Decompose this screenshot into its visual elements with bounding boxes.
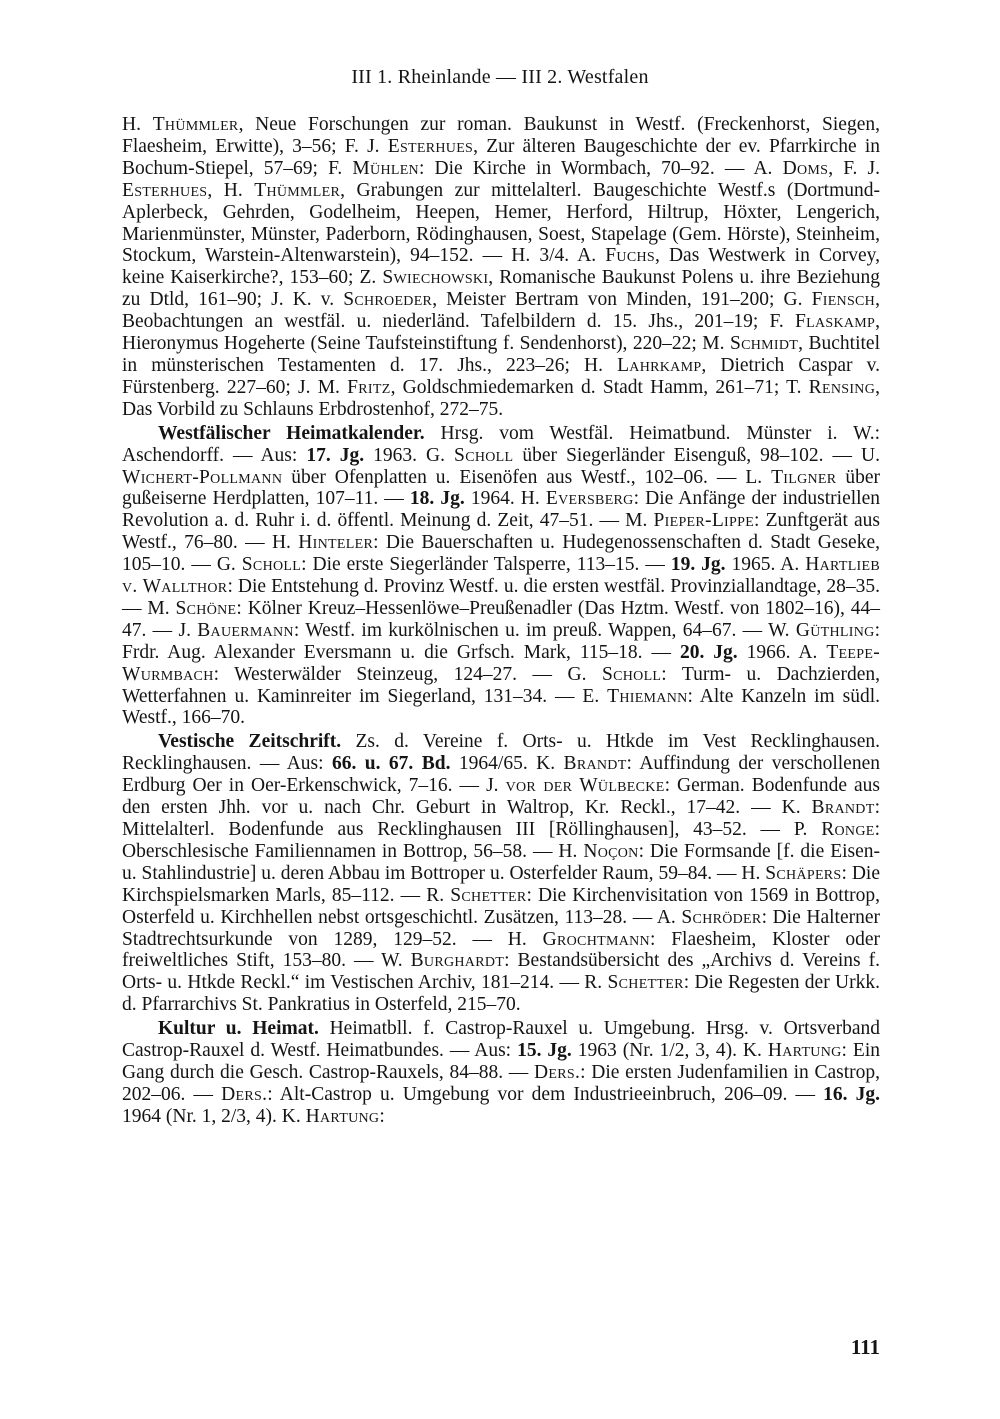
- journal-title: 19. Jg.: [670, 554, 726, 576]
- author-name: Ders.: [221, 1083, 268, 1105]
- entry-text: : Flaesheim, Kloster oder freiweltliches Stift, 153–80. — W.: [122, 928, 880, 972]
- entry-text: : Alt-Castrop u. Umgebung vor dem Industrieeinbruch, 206–09. —: [267, 1083, 824, 1105]
- entry-text: : Die Kirche in Wormbach, 70–92. — A.: [418, 157, 783, 179]
- entry-text: : Die Regesten der Urkk. d. Pfarrarchivs St. Pankratius in Osterfeld, 215–70.: [122, 972, 880, 1016]
- entry-text: : Auffindung der verschollenen Erdburg Oer in Oer-Erkenschwick, 7–16. — J.: [122, 753, 880, 797]
- bibliography-entry: [122, 731, 880, 1016]
- author-name: Fiensch: [811, 289, 876, 311]
- entry-text: , H.: [207, 179, 255, 201]
- author-name: Lahrkamp: [617, 354, 702, 376]
- author-name: Burghardt: [410, 950, 505, 972]
- author-name: Esterhues: [122, 179, 208, 201]
- page-number: 111: [850, 1335, 880, 1359]
- author-name: Ronge: [821, 819, 875, 840]
- entry-text: : Bestandsübersicht des „Archivs d. Vereins f. Orts- u. Htkde Reckl.“ im Vestischen Archiv, 181–214. — R.: [122, 950, 880, 994]
- entry-text: , Das Vorbild zu Schlauns Erbdrostenhof, 272–75.: [122, 376, 880, 420]
- author-name: Schröder: [681, 906, 762, 928]
- entry-text: , Zur älteren Baugeschichte der ev. Pfarrkirche in Bochum-Stiepel, 57–69; F.: [122, 135, 880, 179]
- entry-text: : Die Bauerschaften u. Hudegenossenschaften d. Stadt Geseke, 105–10. — G.: [122, 532, 880, 576]
- author-name: Eversberg: [545, 488, 634, 510]
- author-name: Schäpers: [765, 862, 842, 884]
- entry-text: : Die Entstehung d. Provinz Westf. u. die ersten westfäl. Provinziallandtage, 28–35. — M.: [122, 576, 880, 619]
- author-name: Hinteler: [298, 532, 374, 554]
- entry-text: : Ein Gang durch die Gesch. Castrop-Rauxels, 84–88. —: [122, 1040, 881, 1083]
- author-name: Hartlieb v. Wallthor: [122, 554, 880, 598]
- entry-text: , Beobachtungen an westfäl. u. niederländ. Tafelbildern d. 15. Jhs., 201–19; F.: [122, 289, 880, 333]
- author-name: Güthling: [795, 619, 875, 641]
- author-name: Grochtmann: [542, 928, 650, 950]
- journal-title: Westfälischer Heimatkalender.: [158, 422, 425, 444]
- running-head: III 1. Rheinlande — III 2. Westfalen: [351, 66, 649, 88]
- author-name: Esterhues: [387, 135, 474, 157]
- entry-text: : Oberschlesische Familiennamen in Bottrop, 56–58. — H.: [122, 819, 880, 862]
- author-name: Thiemann: [607, 685, 688, 707]
- entry-text: : Westerwälder Steinzeug, 124–27. — G.: [213, 663, 602, 685]
- entry-text: : Die Kirchenvisitation von 1569 in Bottrop, Osterfeld u. Kirchhellen nebst ortsgeschichtl. Zusätzen, 113–28. — A.: [122, 884, 880, 928]
- author-name: Tilgner: [771, 466, 837, 488]
- author-name: Pieper-Lippe: [653, 510, 755, 532]
- bibliography-entry: [122, 423, 880, 730]
- entry-text: : Alte Kanzeln im südl. Westf., 166–70.: [122, 685, 880, 729]
- author-name: Rensing: [808, 376, 876, 398]
- entry-text: : Westf. im kurkölnischen u. im preuß. Wappen, 64–67. — W.: [293, 619, 796, 641]
- entry-text: 1965. A.: [725, 554, 806, 576]
- author-name: Scholl: [241, 554, 302, 576]
- journal-title: Kultur u. Heimat.: [158, 1018, 319, 1040]
- journal-title: Vestische Zeitschrift.: [158, 731, 342, 753]
- entry-text: : Mittelalterl. Bodenfunde aus Recklinghausen III [Röllinghausen], 43–52. — P.: [122, 797, 880, 840]
- author-name: Noçon: [583, 840, 639, 862]
- entry-text: H.: [122, 114, 153, 135]
- author-name: Brandt: [563, 753, 627, 775]
- entry-text: 1963 (Nr. 1/2, 3, 4). K.: [571, 1040, 768, 1062]
- entry-text: Zs. d. Vereine f. Orts- u. Htkde im Vest Recklinghausen. Recklinghausen. — Aus:: [122, 731, 880, 775]
- entry-text: :: [379, 1105, 385, 1127]
- author-name: Wichert-Pollmann: [122, 466, 283, 488]
- author-name: Scholl: [454, 444, 514, 466]
- entry-text: , Hieronymus Hogeherte (Seine Taufsteinstiftung f. Sendenhorst), 220–22; M.: [122, 311, 880, 355]
- author-name: Schmidt: [729, 333, 799, 355]
- entry-text: , Buchtitel in münsterischen Testamenten d. 17. Jhs., 223–26; H.: [122, 333, 880, 376]
- author-name: Swiechowski: [382, 267, 489, 289]
- entry-text: über gußeiserne Herdplatten, 107–11. —: [122, 466, 881, 510]
- author-name: Fuchs: [605, 245, 655, 267]
- journal-title: 16. Jg.: [823, 1083, 880, 1105]
- entry-text: : Zunftgerät aus Westf., 76–80. — H.: [122, 510, 881, 554]
- author-name: Schetter: [450, 884, 527, 906]
- entry-text: : Turm- u. Dachzierden, Wetterfahnen u. Kaminreiter im Siegerland, 131–34. — E.: [122, 663, 880, 707]
- bibliography-body: [122, 114, 880, 1128]
- entry-text: , F. J.: [828, 157, 881, 179]
- entry-text: , Dietrich Caspar v. Fürstenberg. 227–60; J. M.: [122, 354, 880, 398]
- journal-title: 20. Jg.: [679, 641, 738, 663]
- entry-text: : Frdr. Aug. Alexander Eversmann u. die Grfsch. Mark, 115–18. —: [122, 619, 880, 663]
- author-name: Flaskamp: [794, 311, 876, 333]
- entry-text: über Ofenplatten u. Eisenöfen aus Westf., 102–06. — L.: [282, 466, 772, 488]
- entry-text: 1964. H.: [464, 488, 546, 510]
- author-name: Thümmler: [152, 114, 239, 135]
- author-name: Fritz: [347, 376, 391, 398]
- entry-text: Heimatbll. f. Castrop-Rauxel u. Umgebung. Hrsg. v. Ortsverband Castrop-Rauxel d. Westf. Heimatbundes. — Aus:: [122, 1018, 880, 1062]
- author-name: Schetter: [607, 972, 684, 994]
- author-name: Hartung: [305, 1105, 380, 1127]
- entry-text: , Neue Forschungen zur roman. Baukunst in Westf. (Freckenhorst, Siegen, Flaesheim, Erwitte), 3–56; F. J.: [122, 114, 880, 157]
- entry-text: , Das Westwerk in Corvey, keine Kaiserkirche?, 153–60; Z.: [122, 245, 880, 289]
- entry-text: 1963. G.: [364, 444, 455, 466]
- entry-text: : Die erste Siegerländer Talsperre, 113–15. —: [301, 554, 671, 576]
- author-name: vor der Wülbecke: [505, 775, 665, 797]
- entry-text: : Die Formsande [f. die Eisen- u. Stahlindustrie] u. deren Abbau im Bottroper u. Osterfelder Raum, 59–84. — H.: [122, 840, 881, 884]
- entry-text: : Die Anfänge der industriellen Revolution a. d. Ruhr i. d. öffentl. Meinung d. Zeit, 47–51. — M.: [122, 488, 880, 532]
- bibliography-entry: [122, 114, 880, 421]
- bibliography-entry: [122, 1018, 880, 1128]
- entry-text: 1964 (Nr. 1, 2/3, 4). K.: [122, 1105, 306, 1127]
- entry-text: Hrsg. vom Westfäl. Heimatbund. Münster i. W.: Aschendorff. — Aus:: [122, 422, 880, 466]
- entry-text: 1964/65. K.: [450, 753, 564, 775]
- author-name: Thümmler: [254, 179, 341, 201]
- journal-title: 15. Jg.: [517, 1040, 572, 1062]
- author-name: Schroeder: [343, 289, 433, 311]
- author-name: Doms: [782, 157, 829, 179]
- entry-text: über Siegerländer Eisenguß, 98–102. — U.: [513, 444, 880, 466]
- author-name: Bauermann: [197, 619, 294, 641]
- journal-title: 18. Jg.: [409, 488, 465, 510]
- author-name: Ders.: [534, 1061, 581, 1083]
- entry-text: 1966. A.: [737, 641, 827, 663]
- entry-text: , Romanische Baukunst Polens u. ihre Beziehung zu Dtld, 161–90; J. K. v.: [122, 267, 880, 311]
- entry-text: , Goldschmiedemarken d. Stadt Hamm, 261–71; T.: [390, 376, 809, 398]
- entry-text: : Die Kirchspielsmarken Marls, 85–112. — R.: [122, 862, 880, 906]
- entry-text: , Meister Bertram von Minden, 191–200; G.: [432, 289, 812, 311]
- entry-text: : Die Halterner Stadtrechtsurkunde von 1289, 129–52. — H.: [122, 906, 880, 950]
- entry-text: : Kölner Kreuz–Hessenlöwe–Preußenadler (Das Hztm. Westf. von 1802–16), 44–47. — J.: [122, 597, 880, 641]
- entry-text: , Grabungen zur mittelalterl. Baugeschichte Westf.s (Dortmund-Aplerbeck, Gehrden, Godelheim, Heepen, Hemer, Herford, Hiltrup, Höxter, Lengerich, Marienmünster, Münster, Paderborn, Rödinghausen, Soest, Stapelage (Gem. Hörste), Steinheim, Stockum, Warstein-Altenwarstein), 94–152. — H. 3/4. A.: [122, 179, 880, 267]
- entry-text: : German. Bodenfunde aus den ersten Jhh. vor u. nach Chr. Geburt in Waltrop, Kr. Reckl., 17–42. — K.: [122, 775, 881, 819]
- author-name: Mühlen: [352, 157, 419, 179]
- journal-title: 17. Jg.: [306, 444, 365, 466]
- author-name: Brandt: [811, 797, 875, 819]
- journal-title: 66. u. 67. Bd.: [331, 753, 451, 775]
- author-name: Hartung: [767, 1040, 842, 1062]
- author-name: Schöne: [175, 597, 237, 619]
- author-name: Scholl: [601, 663, 662, 685]
- entry-text: : Die ersten Judenfamilien in Castrop, 202–06. —: [122, 1061, 881, 1105]
- author-name: Teepe-Wurmbach: [122, 641, 880, 685]
